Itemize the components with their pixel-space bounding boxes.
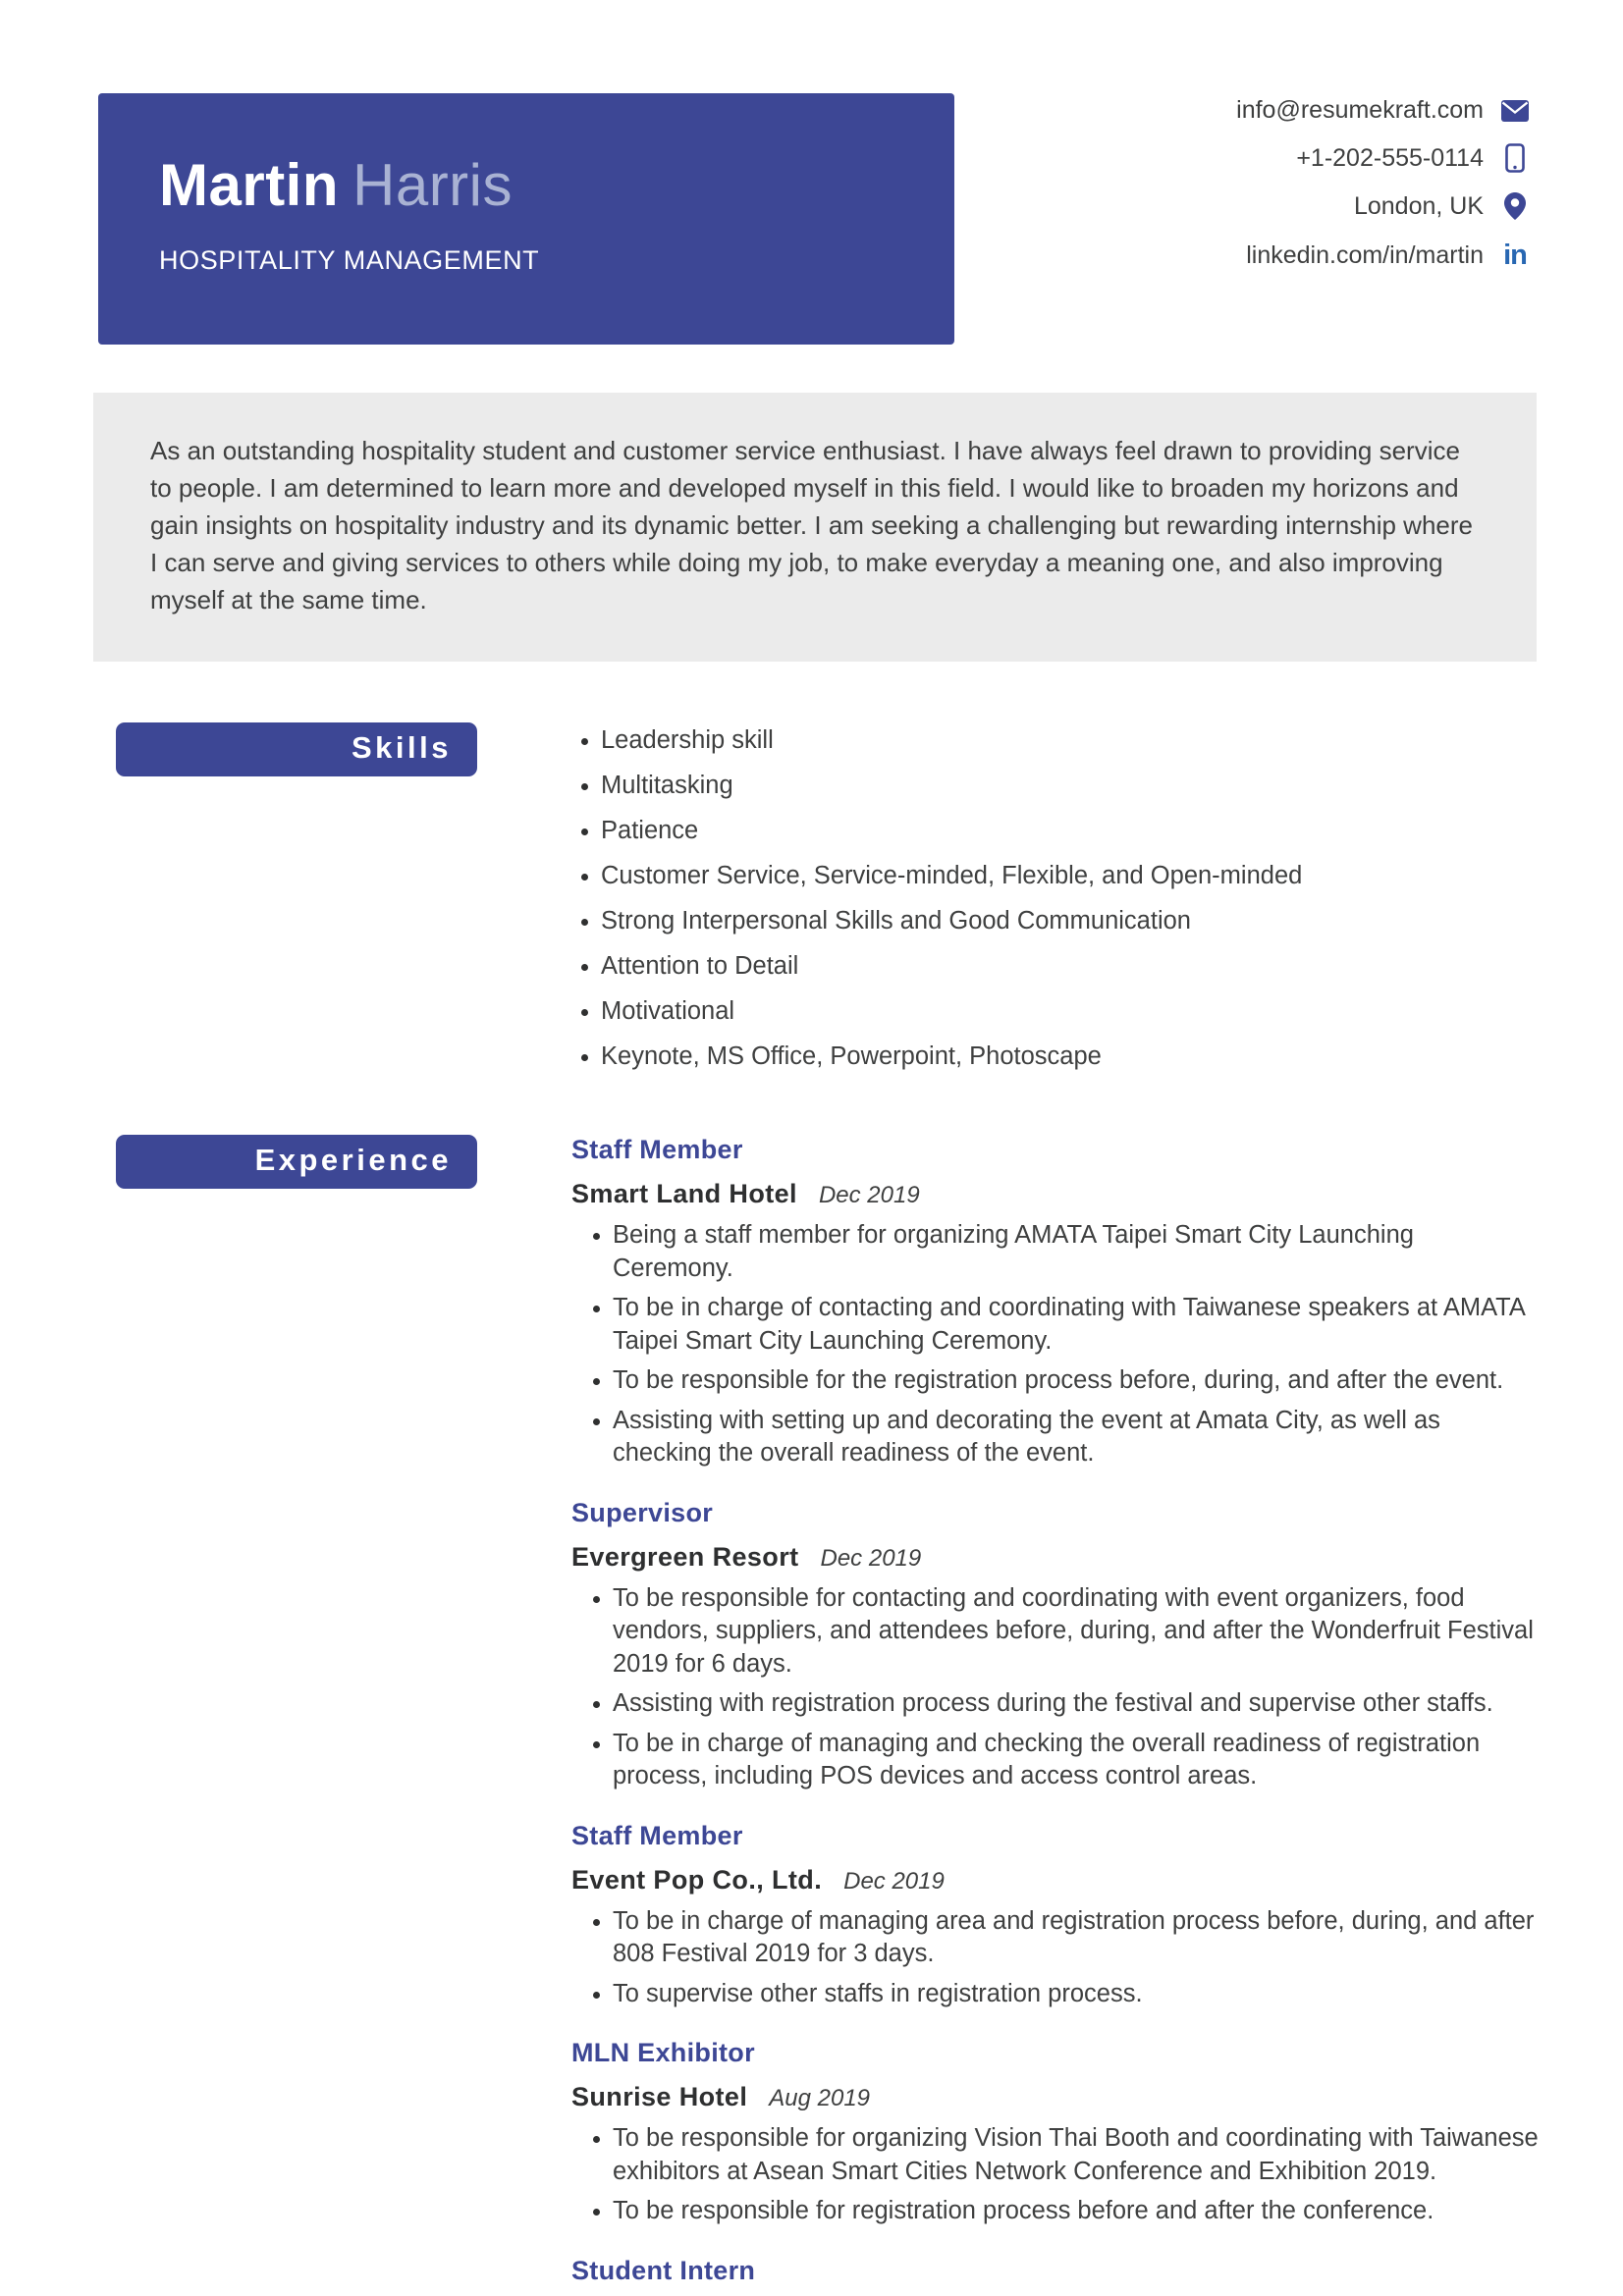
job-bullet: • To be in charge of contacting and coordinating with Taiwanese speakers at AMATA Taipei Smart City Launching Ceremony.: [613, 1292, 1539, 1358]
skill-item: • Multitasking: [601, 772, 1539, 800]
experience-label-col: [116, 1135, 477, 2296]
job-bullet: • To be responsible for organizing Vision Thai Booth and coordinating with Taiwanese exhibitors at Asean Smart Cities Network Conference and Exhibition 2019.: [613, 2122, 1539, 2188]
experience-entry: [571, 1135, 1539, 1470]
job-role-heading: Staff Member: [571, 1135, 743, 1164]
skill-item: • Strong Interpersonal Skills and Good Communication: [601, 907, 1539, 935]
job-date: Dec 2019: [843, 1867, 945, 1895]
skill-item: • Customer Service, Service-minded, Flexible, and Open-minded: [601, 862, 1539, 890]
job-date: Dec 2019: [820, 1544, 922, 1572]
job-bullet-list: [571, 1582, 1539, 1793]
contact-block: [1236, 96, 1533, 272]
job-date: Aug 2019: [769, 2085, 871, 2111]
last-name: Harris: [352, 152, 513, 218]
job-bullet: • To supervise other staffs in registration process.: [613, 1978, 1539, 2011]
skills-list: [571, 726, 1539, 1071]
contact-row-email: [1236, 96, 1533, 125]
email-icon: [1497, 99, 1533, 123]
skill-item: • Keynote, MS Office, Powerpoint, Photoscape: [601, 1042, 1539, 1071]
job-bullet-list: [571, 2122, 1539, 2228]
job-bullet: • Being a staff member for organizing AMATA Taipei Smart City Launching Ceremony.: [613, 1219, 1539, 1285]
job-company: Event Pop Co., Ltd.: [571, 1864, 823, 1895]
candidate-name: [159, 154, 954, 216]
job-meta: [571, 1179, 1539, 1209]
experience-entry: [571, 1821, 1539, 2011]
email-text: info@resumekraft.com: [1236, 96, 1484, 124]
job-bullet: • Assisting with setting up and decorating the event at Amata City, as well as checking the overall readiness of the event.: [613, 1405, 1539, 1470]
job-bullet: • To be responsible for the registration process before, during, and after the event.: [613, 1364, 1539, 1398]
contact-row-linkedin: [1246, 240, 1533, 272]
experience-entry: [571, 2256, 1539, 2286]
job-role-heading: MLN Exhibitor: [571, 2038, 755, 2067]
header-band: [98, 93, 954, 345]
job-bullet-list: [571, 1219, 1539, 1470]
experience-entry: [571, 2038, 1539, 2228]
experience-entry: [571, 1498, 1539, 1793]
contact-row-location: [1354, 191, 1533, 221]
linkedin-icon: in: [1503, 240, 1527, 271]
job-bullet: • To be in charge of managing area and registration process before, during, and after 808 Festival 2019 for 3 days.: [613, 1905, 1539, 1971]
job-meta: [571, 2082, 1539, 2112]
skills-section: [116, 722, 1623, 1088]
skill-item: • Patience: [601, 817, 1539, 845]
skill-item: • Leadership skill: [601, 726, 1539, 755]
experience-section-heading: Experience: [116, 1135, 477, 1189]
skills-label-col: [116, 722, 477, 1088]
phone-icon: [1497, 143, 1533, 173]
job-company: Sunrise Hotel: [571, 2082, 748, 2111]
first-name: Martin: [159, 152, 339, 218]
summary-box: As an outstanding hospitality student and customer service enthusiast. I have always feel drawn to providing service to people. I am determined to learn more and developed myself in this field. I would like to broaden my horizons and gain insights on hospitality industry and its dynamic better. I am seeking a challenging but rewarding internship where I can serve and giving services to others while doing my job, to make everyday a meaning one, and also improving myself at the same time.: [93, 393, 1537, 662]
job-role-heading: Staff Member: [571, 1820, 743, 1850]
linkedin-text: linkedin.com/in/martin: [1246, 241, 1484, 269]
experience-list: [571, 1135, 1539, 2296]
skills-section-heading: Skills: [116, 722, 477, 776]
job-bullet: • To be responsible for contacting and coordinating with event organizers, food vendors, suppliers, and attendees before, during, and after the Wonderfruit Festival 2019 for 6 days.: [613, 1582, 1539, 1682]
job-bullet: • To be responsible for registration process before and after the conference.: [613, 2195, 1539, 2228]
skill-item: • Motivational: [601, 997, 1539, 1026]
job-meta: [571, 1542, 1539, 1573]
skills-content: [571, 722, 1539, 1088]
job-date: Dec 2019: [818, 1182, 920, 1208]
job-title: HOSPITALITY MANAGEMENT: [159, 245, 540, 275]
job-role-heading: Student Intern: [571, 2255, 756, 2285]
job-company: Smart Land Hotel: [571, 1179, 797, 1208]
job-bullet-list: [571, 1905, 1539, 2011]
job-bullet: • To be in charge of managing and checking the overall readiness of registration process, including POS devices and access control areas.: [613, 1728, 1539, 1793]
location-icon: [1497, 191, 1533, 221]
location-text: London, UK: [1353, 191, 1484, 220]
job-role-heading: Supervisor: [571, 1497, 714, 1527]
job-meta: [571, 1865, 1539, 1896]
job-company: Evergreen Resort: [571, 1541, 799, 1572]
skill-item: • Attention to Detail: [601, 952, 1539, 981]
phone-text: +1-202-555-0114: [1296, 143, 1484, 172]
job-bullet: • Assisting with registration process during the festival and supervise other staffs.: [613, 1687, 1539, 1721]
experience-section: [116, 1135, 1623, 2296]
contact-row-phone: [1296, 143, 1533, 173]
